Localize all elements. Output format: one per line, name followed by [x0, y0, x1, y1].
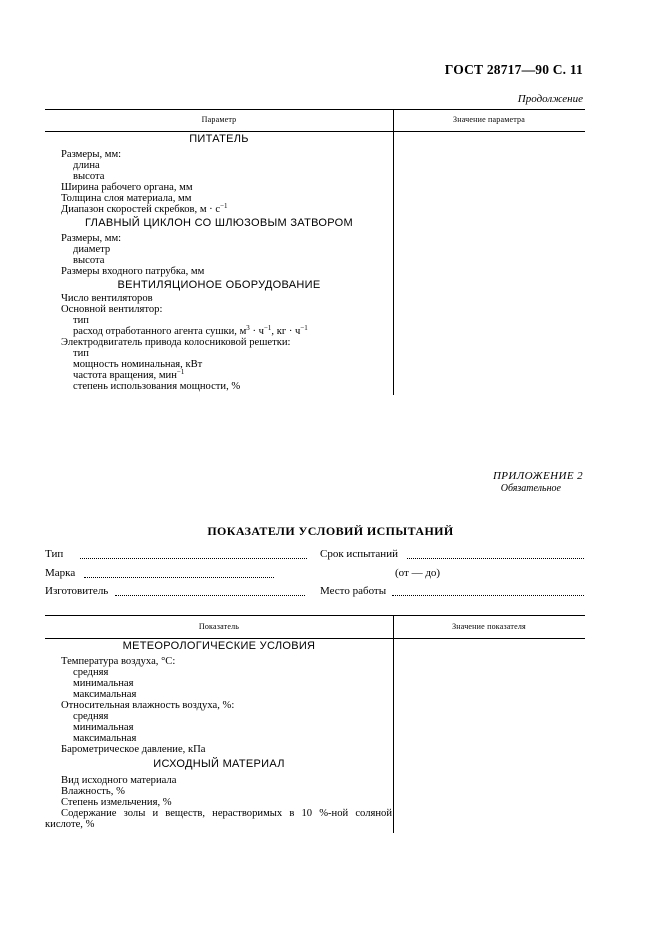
appendix-subtitle: Обязательное	[500, 483, 561, 494]
superscript: −1	[220, 202, 228, 210]
indicator-row: Степень измельчения, %	[61, 797, 172, 808]
param-row: длина	[73, 160, 100, 171]
maker-fill-line	[115, 595, 305, 596]
table1-header-border	[45, 131, 585, 132]
superscript: −1	[300, 324, 308, 332]
section-title-feeder: ПИТАТЕЛЬ	[189, 133, 249, 145]
param-row-scraper-speed	[61, 204, 228, 215]
indicator-row: минимальная	[73, 678, 134, 689]
param-row-text: расход отработанного агента сушки, м	[73, 326, 247, 337]
param-row: степень использования мощности, %	[73, 381, 241, 392]
type-label: Тип	[45, 548, 64, 560]
table2-col-value: Значение показателя	[452, 622, 526, 631]
param-row: Размеры, мм:	[61, 149, 122, 160]
type-fill-line	[80, 558, 307, 559]
section-title-ventilation: ВЕНТИЛЯЦИОНОЕ ОБОРУДОВАНИЕ	[117, 279, 321, 291]
indicator-row: максимальная	[73, 689, 137, 700]
brand-fill-line	[84, 577, 274, 578]
superscript: 3	[246, 324, 250, 332]
superscript: −1	[176, 368, 185, 376]
brand-label: Марка	[45, 567, 76, 579]
term-fill-line	[407, 558, 584, 559]
table2-top-border	[45, 615, 585, 616]
indicator-row: Относительная влажность воздуха, %:	[61, 700, 235, 711]
param-row: высота	[73, 255, 105, 266]
param-row: Основной вентилятор:	[61, 304, 163, 315]
appendix-heading: ПОКАЗАТЕЛИ УСЛОВИЙ ИСПЫТАНИЙ	[207, 524, 454, 538]
param-row: Размеры входного патрубка, мм	[61, 266, 205, 277]
param-row: Ширина рабочего органа, мм	[61, 182, 193, 193]
range-note: (от — до)	[395, 567, 441, 579]
maker-label: Изготовитель	[45, 585, 109, 597]
param-row: Число вентиляторов	[61, 293, 153, 304]
indicator-row: Барометрическое давление, кПа	[61, 744, 206, 755]
param-row-text: частота вращения, мин	[73, 370, 177, 381]
param-row-rotation	[73, 370, 184, 381]
indicator-row: Температура воздуха, °С:	[61, 656, 176, 667]
indicator-row: Вид исходного материала	[61, 775, 177, 786]
section-title-weather: МЕТЕОРОЛОГИЧЕСКИЕ УСЛОВИЯ	[122, 640, 316, 652]
place-fill-line	[392, 595, 584, 596]
param-row-flow-rate	[73, 326, 308, 337]
indicator-row: Влажность, %	[61, 786, 125, 797]
table2-header-border	[45, 638, 585, 639]
unit-text: , кг · ч	[271, 326, 301, 337]
table1-column-divider	[393, 109, 394, 395]
indicator-row: максимальная	[73, 733, 137, 744]
appendix-title: ПРИЛОЖЕНИЕ 2	[492, 470, 583, 482]
superscript: −1	[263, 324, 272, 332]
param-row: Размеры, мм:	[61, 233, 122, 244]
table1-top-border	[45, 109, 585, 110]
param-row: тип	[73, 315, 89, 326]
param-row: мощность номинальная, кВт	[73, 359, 203, 370]
param-row: диаметр	[73, 244, 111, 255]
indicator-row: средняя	[73, 667, 109, 678]
param-row: тип	[73, 348, 89, 359]
table2-col-param: Показатель	[198, 622, 240, 631]
param-row: Толщина слоя материала, мм	[61, 193, 192, 204]
unit-text: · ч	[249, 326, 264, 337]
param-row-text: Диапазон скоростей скребков, м · с	[61, 204, 221, 215]
table2-column-divider	[393, 615, 394, 833]
table1-col-param: Параметр	[201, 115, 237, 124]
indicator-row-ash-cont: кислоте, %	[45, 819, 95, 830]
term-label: Срок испытаний	[320, 548, 398, 560]
indicator-row: минимальная	[73, 722, 134, 733]
table1-col-value: Значение параметра	[453, 115, 525, 124]
continuation-note: Продолжение	[517, 93, 583, 105]
page-header: ГОСТ 28717—90 С. 11	[444, 62, 583, 77]
section-title-cyclone: ГЛАВНЫЙ ЦИКЛОН СО ШЛЮЗОВЫМ ЗАТВОРОМ	[85, 217, 353, 229]
place-label: Место работы	[320, 585, 387, 597]
indicator-row: средняя	[73, 711, 109, 722]
param-row: высота	[73, 171, 105, 182]
indicator-row-ash: Содержание золы и веществ, нерастворимых в 10 %-ной соляной	[61, 808, 392, 819]
section-title-material: ИСХОДНЫЙ МАТЕРИАЛ	[153, 758, 285, 770]
param-row: Электродвигатель привода колосниковой решетки:	[61, 337, 291, 348]
